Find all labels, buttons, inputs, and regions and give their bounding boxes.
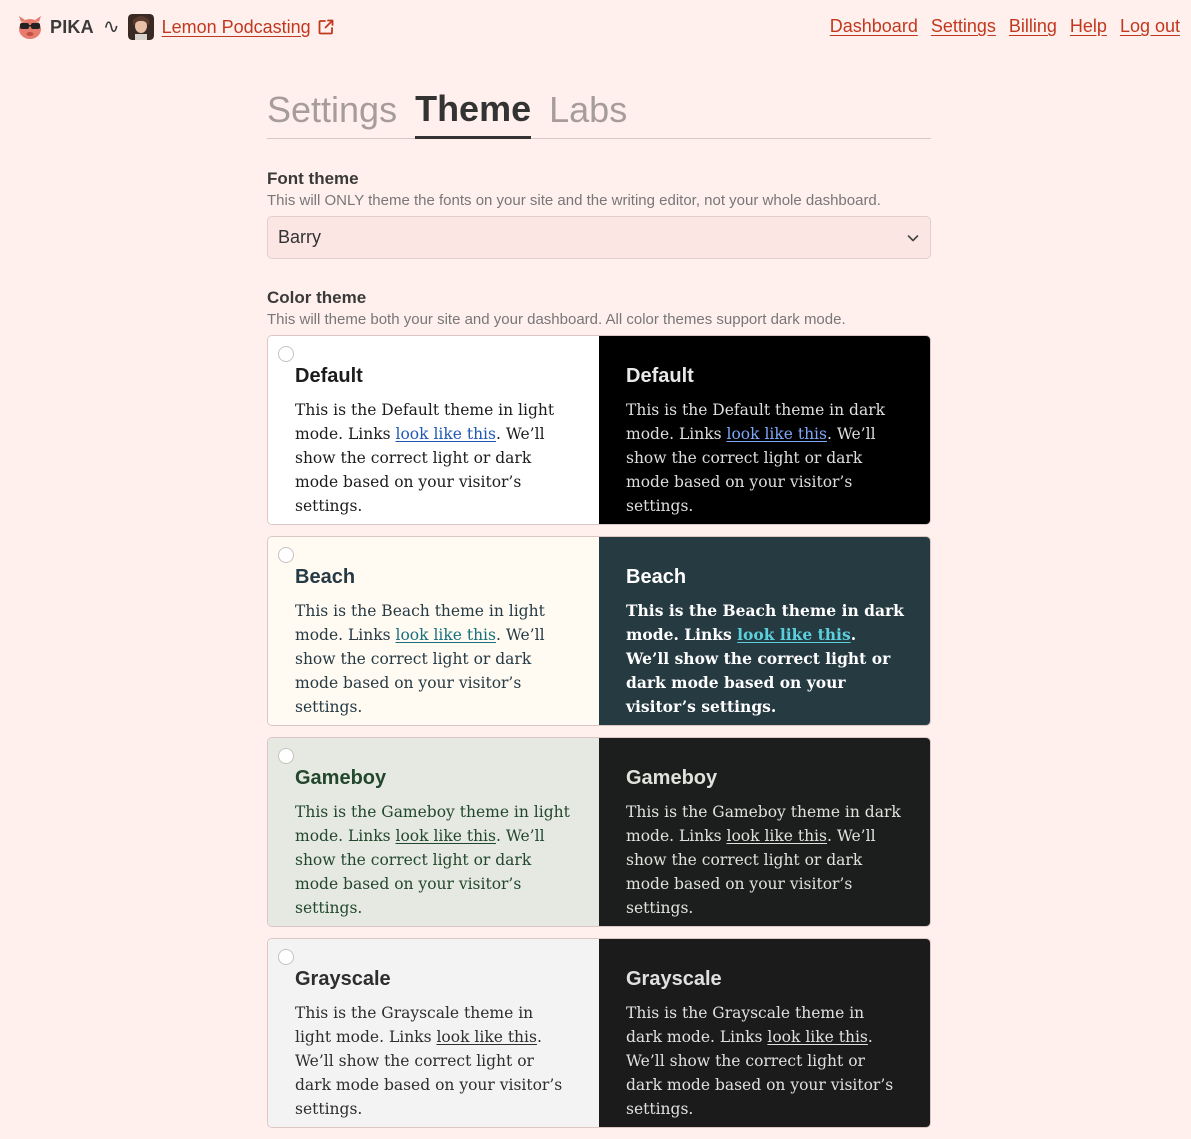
- brand-name[interactable]: PIKA: [50, 16, 94, 37]
- settings-tabs: [267, 80, 931, 139]
- site-avatar: [128, 14, 154, 40]
- brand-separator: ∿: [102, 15, 120, 38]
- theme-option-grayscale[interactable]: [267, 938, 931, 1128]
- font-theme-description: This will ONLY theme the fonts on your site and the writing editor, not your whole dashboard.: [267, 192, 881, 209]
- top-nav: [830, 16, 1180, 37]
- nav-logout-link[interactable]: Log out: [1119, 16, 1180, 36]
- font-theme-selected-value: Barry: [278, 227, 322, 247]
- theme-preview-title: Grayscale: [295, 968, 391, 990]
- nav-help-link[interactable]: Help: [1069, 16, 1107, 36]
- theme-radio[interactable]: [278, 547, 294, 563]
- font-theme-label: Font theme: [267, 169, 359, 188]
- theme-text-before-link: This is the Gameboy theme in light mode. Links: [295, 803, 570, 845]
- theme-sample-link: look like this: [395, 425, 496, 443]
- color-theme-section: [267, 288, 931, 1128]
- theme-preview-title: Beach: [295, 566, 356, 588]
- tab-labs[interactable]: Labs: [549, 89, 628, 130]
- color-theme-label: Color theme: [267, 288, 367, 307]
- color-theme-description: This will theme both your site and your dashboard. All color themes support dark mode.: [267, 311, 846, 328]
- theme-option-default[interactable]: [267, 335, 931, 525]
- theme-option-gameboy[interactable]: [267, 737, 931, 927]
- theme-preview-title: Grayscale: [626, 968, 722, 990]
- theme-preview-text: [626, 800, 904, 920]
- theme-preview-dark: [599, 537, 930, 725]
- theme-sample-link: look like this: [395, 827, 496, 845]
- theme-text-after-link: . We’ll show the correct light or dark mode based on your visitor’s settings.: [626, 1028, 894, 1118]
- theme-preview-text: [626, 599, 904, 719]
- color-theme-list: [267, 335, 931, 1128]
- theme-sample-link: look like this: [767, 1028, 868, 1046]
- top-bar: [0, 0, 1191, 56]
- theme-preview-title: Gameboy: [626, 767, 718, 789]
- theme-preview-light: [268, 537, 599, 725]
- theme-preview-title: Default: [295, 365, 363, 387]
- theme-preview-text: [295, 1001, 573, 1121]
- theme-text-before-link: This is the Default theme in light mode. Links: [295, 401, 555, 443]
- theme-preview-light: [268, 939, 599, 1127]
- theme-preview-title: Beach: [626, 566, 687, 588]
- nav-billing-link[interactable]: Billing: [1008, 16, 1057, 36]
- theme-preview-dark: [599, 939, 930, 1127]
- theme-text-after-link: . We’ll show the correct light or dark mode based on your visitor’s settings.: [295, 626, 545, 716]
- theme-preview-title: Default: [626, 365, 694, 387]
- font-theme-select[interactable]: [267, 216, 931, 259]
- theme-sample-link: look like this: [726, 827, 827, 845]
- theme-text-before-link: This is the Beach theme in light mode. Links: [295, 602, 545, 644]
- theme-sample-link: look like this: [395, 626, 496, 644]
- theme-sample-link: look like this: [726, 425, 827, 443]
- chevron-down-icon: [906, 231, 920, 245]
- brand: [16, 13, 335, 41]
- theme-preview-dark: [599, 336, 930, 524]
- nav-dashboard-link[interactable]: Dashboard: [829, 16, 918, 36]
- theme-text-before-link: This is the Grayscale theme in dark mode. Links: [626, 1004, 865, 1046]
- theme-text-after-link: . We’ll show the correct light or dark mode based on your visitor’s settings.: [295, 827, 545, 917]
- theme-preview-light: [268, 336, 599, 524]
- theme-sample-link: look like this: [737, 625, 851, 644]
- theme-radio[interactable]: [278, 346, 294, 362]
- theme-text-before-link: This is the Beach theme in dark mode. Links: [626, 601, 904, 644]
- theme-sample-link: look like this: [436, 1028, 537, 1046]
- theme-text-after-link: . We’ll show the correct light or dark mode based on your visitor’s settings.: [295, 425, 545, 515]
- tab-theme[interactable]: Theme: [415, 91, 531, 139]
- theme-radio[interactable]: [278, 949, 294, 965]
- theme-preview-title: Gameboy: [295, 767, 387, 789]
- nav-settings-link[interactable]: Settings: [930, 16, 996, 36]
- theme-preview-text: [295, 599, 573, 719]
- theme-text-after-link: . We’ll show the correct light or dark mode based on your visitor’s settings.: [626, 625, 891, 716]
- theme-text-after-link: . We’ll show the correct light or dark mode based on your visitor’s settings.: [295, 1028, 563, 1118]
- theme-text-after-link: . We’ll show the correct light or dark mode based on your visitor’s settings.: [626, 425, 876, 515]
- pika-logo-icon[interactable]: [16, 13, 44, 41]
- theme-text-before-link: This is the Gameboy theme in dark mode. Links: [626, 803, 901, 845]
- theme-preview-text: [295, 800, 573, 920]
- site-name-link[interactable]: Lemon Podcasting: [161, 16, 311, 37]
- theme-preview-text: [295, 398, 573, 518]
- theme-preview-text: [626, 398, 904, 518]
- theme-option-beach[interactable]: [267, 536, 931, 726]
- font-theme-section: [267, 169, 931, 259]
- tab-settings[interactable]: Settings: [267, 89, 398, 130]
- theme-radio[interactable]: [278, 748, 294, 764]
- theme-text-before-link: This is the Default theme in dark mode. Links: [626, 401, 885, 443]
- theme-preview-light: [268, 738, 599, 926]
- theme-text-after-link: . We’ll show the correct light or dark mode based on your visitor’s settings.: [626, 827, 876, 917]
- theme-preview-text: [626, 1001, 904, 1121]
- theme-preview-dark: [599, 738, 930, 926]
- external-link-icon[interactable]: [317, 18, 335, 36]
- theme-text-before-link: This is the Grayscale theme in light mode. Links: [295, 1004, 534, 1046]
- main-content: [267, 80, 931, 1139]
